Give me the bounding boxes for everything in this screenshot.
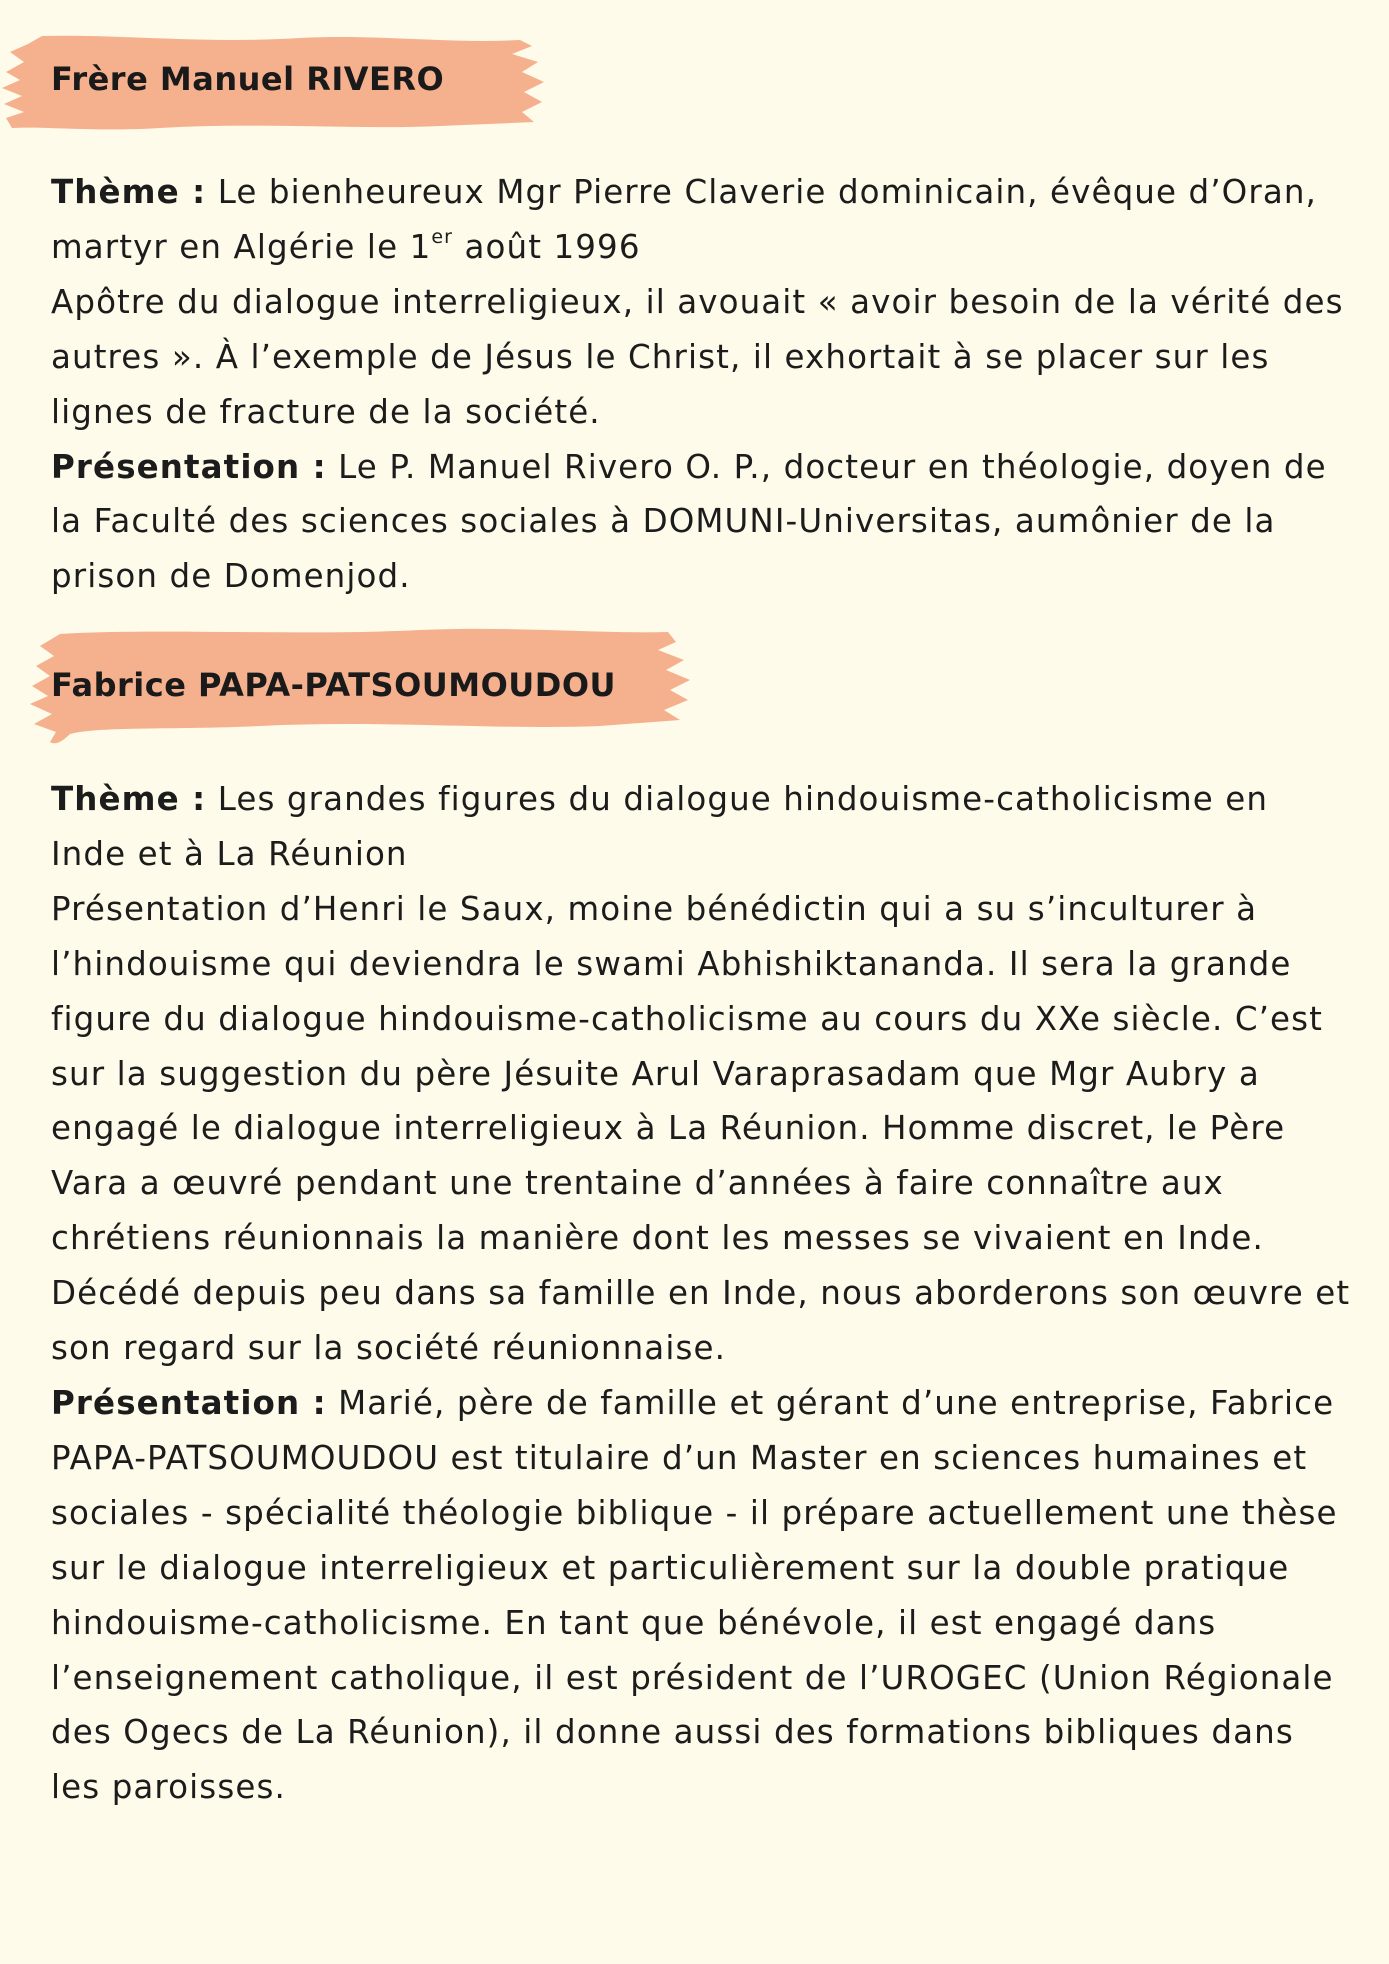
speaker-2-body xyxy=(51,772,1351,1815)
speaker-1-body xyxy=(51,165,1351,604)
speaker-2-description: Présentation d’Henri le Saux, moine bénédictin qui a su s’inculturer à l’hindouisme qui deviendra le swami Abhishiktananda. Il sera la grande figure du dialogue hindouisme-catholicisme au cours du XXe siècle. C’est sur la suggestion du père Jésuite Arul Varaprasadam que Mgr Aubry a engagé le dialogue interreligieux à La Réunion. Homme discret, le Père Vara a œuvré pendant une trentaine d’années à faire connaître aux chrétiens réunionnais la manière dont les messes se vivaient en Inde. Décédé depuis peu dans sa famille en Inde, nous aborderons son œuvre et son regard sur la société réunionnaise. xyxy=(51,889,1351,1368)
speaker-1-presentation-text: Le P. Manuel Rivero O. P., docteur en théologie, doyen de la Faculté des sciences sociales à DOMUNI-Universitas, aumônier de la prison de Domenjod. xyxy=(51,447,1327,596)
speaker-1-name: Frère Manuel RIVERO xyxy=(51,60,445,98)
speaker-1-description: Apôtre du dialogue interreligieux, il avouait « avoir besoin de la vérité des autres ». À l’exemple de Jésus le Christ, il exhortait à se placer sur les lignes de fracture de la société. xyxy=(51,282,1344,431)
speaker-1-theme xyxy=(51,165,1351,275)
speaker-2-presentation-text: Marié, père de famille et gérant d’une entreprise, Fabrice PAPA-PATSOUMOUDOU est titulaire d’un Master en sciences humaines et sociales - spécialité théologie biblique - il prépare actuellement une thèse sur le dialogue interreligieux et particulièrement sur la double pratique hindouisme-catholicisme. En tant que bénévole, il est engagé dans l’enseignement catholique, il est président de l’UROGEC (Union Régionale des Ogecs de La Réunion), il donne aussi des formations bibliques dans les paroisses. xyxy=(51,1383,1338,1807)
speaker-1-theme-text: Le bienheureux Mgr Pierre Claverie dominicain, évêque d’Oran, martyr en Algérie le 1 xyxy=(51,173,1317,266)
speaker-1-presentation-label: Présentation : xyxy=(51,447,327,486)
speaker-1-presentation xyxy=(51,440,1351,605)
speaker-2-presentation-label: Présentation : xyxy=(51,1383,327,1422)
speaker-1-theme-label: Thème : xyxy=(51,173,207,211)
speaker-2-name: Fabrice PAPA-PATSOUMOUDOU xyxy=(51,666,617,704)
speaker-2-theme xyxy=(51,772,1351,882)
speaker-2-theme-label: Thème : xyxy=(51,780,207,818)
speaker-2-theme-text: Les grandes figures du dialogue hindouisme-catholicisme en Inde et à La Réunion xyxy=(51,780,1269,873)
speaker-1-theme-date: août 1996 xyxy=(453,227,641,266)
speaker-2-heading xyxy=(0,616,720,756)
speaker-2-presentation xyxy=(51,1376,1351,1815)
speaker-1-theme-sup: er xyxy=(431,225,454,248)
speaker-1-heading xyxy=(0,22,560,144)
